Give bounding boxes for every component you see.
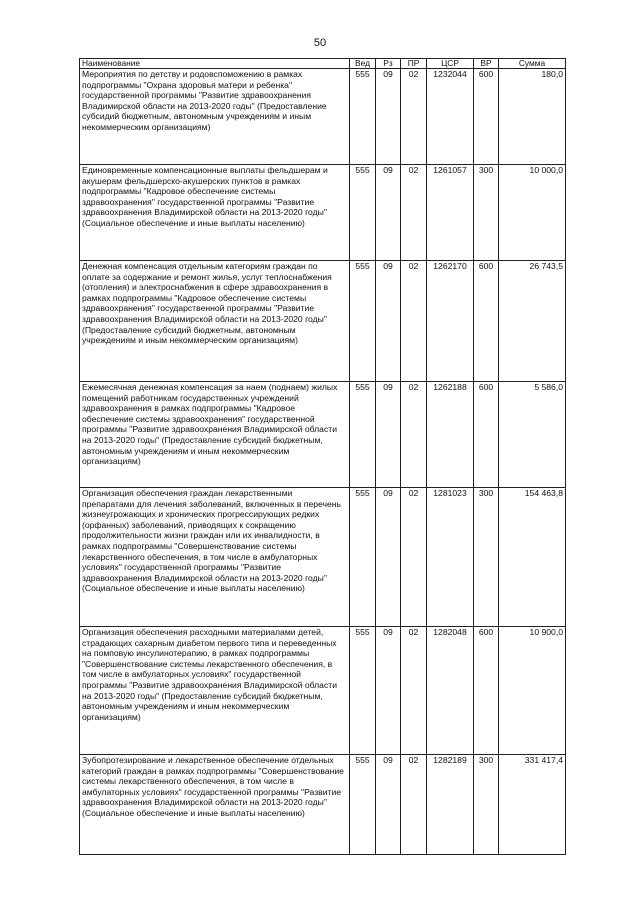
header-ved: Вед (350, 59, 376, 69)
row-vr: 600 (474, 627, 499, 755)
row-sum: 5 586,0 (499, 382, 566, 488)
row-rz: 09 (376, 69, 401, 165)
row-csr: 1262170 (427, 261, 474, 382)
table-row (80, 69, 566, 165)
table-row (80, 755, 566, 855)
row-sum: 10 900,0 (499, 627, 566, 755)
row-name: Зубопротезирование и лекарственное обеспечение отдельных категорий граждан в рамках подпрограммы "Совершенствование системы лекарственного обеспечения, в том числе в амбулаторных условиях" государственной программы "Развитие здравоохранения Владимирской области на 2013-2020 годы" (Социальное обеспечение и иные выплаты населению) (80, 755, 350, 855)
row-ved: 555 (350, 627, 376, 755)
row-vr: 600 (474, 382, 499, 488)
header-csr: ЦСР (427, 59, 474, 69)
row-name: Организация обеспечения расходными материалами детей, страдающих сахарным диабетом первого типа и переведенных на помповую инсулинотерапию, в рамках подпрограммы "Совершенствование системы лекарственного обеспечения, в том числе в амбулаторных условиях" государственной программы "Развитие здравоохранения Владимирской области на 2013-2020 годы" (Предоставление субсидий бюджетным, автономным учреждениям и иным некоммерческим организациям) (80, 627, 350, 755)
row-ved: 555 (350, 261, 376, 382)
row-rz: 09 (376, 382, 401, 488)
header-name: Наименование (80, 59, 350, 69)
row-vr: 600 (474, 261, 499, 382)
row-pr: 02 (401, 69, 427, 165)
row-rz: 09 (376, 261, 401, 382)
table-row (80, 627, 566, 755)
row-vr: 300 (474, 165, 499, 261)
header-rz: Рз (376, 59, 401, 69)
header-vr: ВР (474, 59, 499, 69)
row-vr: 300 (474, 488, 499, 627)
row-name: Организация обеспечения граждан лекарственными препаратами для лечения заболеваний, включенных в перечень жизнеугрожающих и хронических прогрессирующих редких (орфанных) заболеваний, приводящих к сокращению продолжительности жизни граждан или их инвалидности, в рамках подпрограммы "Совершенствование системы лекарственного обеспечения, в том числе в амбулаторных условиях" государственной программы "Развитие здравоохранения Владимирской области на 2013-2020 годы" (Социальное обеспечение и иные выплаты населению) (80, 488, 350, 627)
page-number: 50 (313, 37, 327, 49)
row-rz: 09 (376, 165, 401, 261)
table-header-row (80, 59, 566, 69)
row-sum: 10 000,0 (499, 165, 566, 261)
row-csr: 1261057 (427, 165, 474, 261)
row-rz: 09 (376, 627, 401, 755)
row-name: Ежемесячная денежная компенсация за наем (поднаем) жилых помещений работникам государственных учреждений здравоохранения в рамках подпрограммы "Кадровое обеспечение системы здравоохранения" государственной программы "Развитие здравоохранения Владимирской области на 2013-2020 годы" (Предоставление субсидий бюджетным, автономным учреждениям и иным некоммерческим организациям) (80, 382, 350, 488)
row-sum: 26 743,5 (499, 261, 566, 382)
table-row (80, 488, 566, 627)
row-name: Единовременные компенсационные выплаты фельдшерам и акушерам фельдшерско-акушерских пунктов в рамках подпрограммы "Кадровое обеспечение системы здравоохранения" государственной программы "Развитие здравоохранения Владимирской области на 2013-2020 годы" (Социальное обеспечение и иные выплаты населению) (80, 165, 350, 261)
row-ved: 555 (350, 488, 376, 627)
row-pr: 02 (401, 488, 427, 627)
row-ved: 555 (350, 755, 376, 855)
row-sum: 331 417,4 (499, 755, 566, 855)
row-pr: 02 (401, 755, 427, 855)
row-sum: 154 463,8 (499, 488, 566, 627)
row-rz: 09 (376, 488, 401, 627)
row-pr: 02 (401, 261, 427, 382)
row-name: Денежная компенсация отдельным категориям граждан по оплате за содержание и ремонт жилья, услуг теплоснабжения (отопления) и электроснабжения в сфере здравоохранения в рамках подпрограммы "Кадровое обеспечение системы здравоохранения" государственной программы "Развитие здравоохранения Владимирской области на 2013-2020 годы" (Предоставление субсидий бюджетным, автономным учреждениям и иным некоммерческим организациям) (80, 261, 350, 382)
table-row (80, 382, 566, 488)
budget-table (79, 58, 566, 855)
row-ved: 555 (350, 69, 376, 165)
row-rz: 09 (376, 755, 401, 855)
row-vr: 300 (474, 755, 499, 855)
row-name: Мероприятия по детству и родовспоможению в рамках подпрограммы "Охрана здоровья матери и ребенка" государственной программы "Развитие здравоохранения Владимирской области на 2013-2020 годы" (Предоставление субсидий бюджетным, автономным учреждениям и иным некоммерческим организациям) (80, 69, 350, 165)
table-row (80, 165, 566, 261)
row-csr: 1281023 (427, 488, 474, 627)
row-pr: 02 (401, 165, 427, 261)
table-row (80, 261, 566, 382)
row-ved: 555 (350, 382, 376, 488)
header-sum: Сумма (499, 59, 566, 69)
row-sum: 180,0 (499, 69, 566, 165)
row-csr: 1232044 (427, 69, 474, 165)
header-pr: ПР (401, 59, 427, 69)
row-pr: 02 (401, 627, 427, 755)
row-ved: 555 (350, 165, 376, 261)
row-csr: 1262188 (427, 382, 474, 488)
row-vr: 600 (474, 69, 499, 165)
row-csr: 1282189 (427, 755, 474, 855)
row-csr: 1282048 (427, 627, 474, 755)
row-pr: 02 (401, 382, 427, 488)
